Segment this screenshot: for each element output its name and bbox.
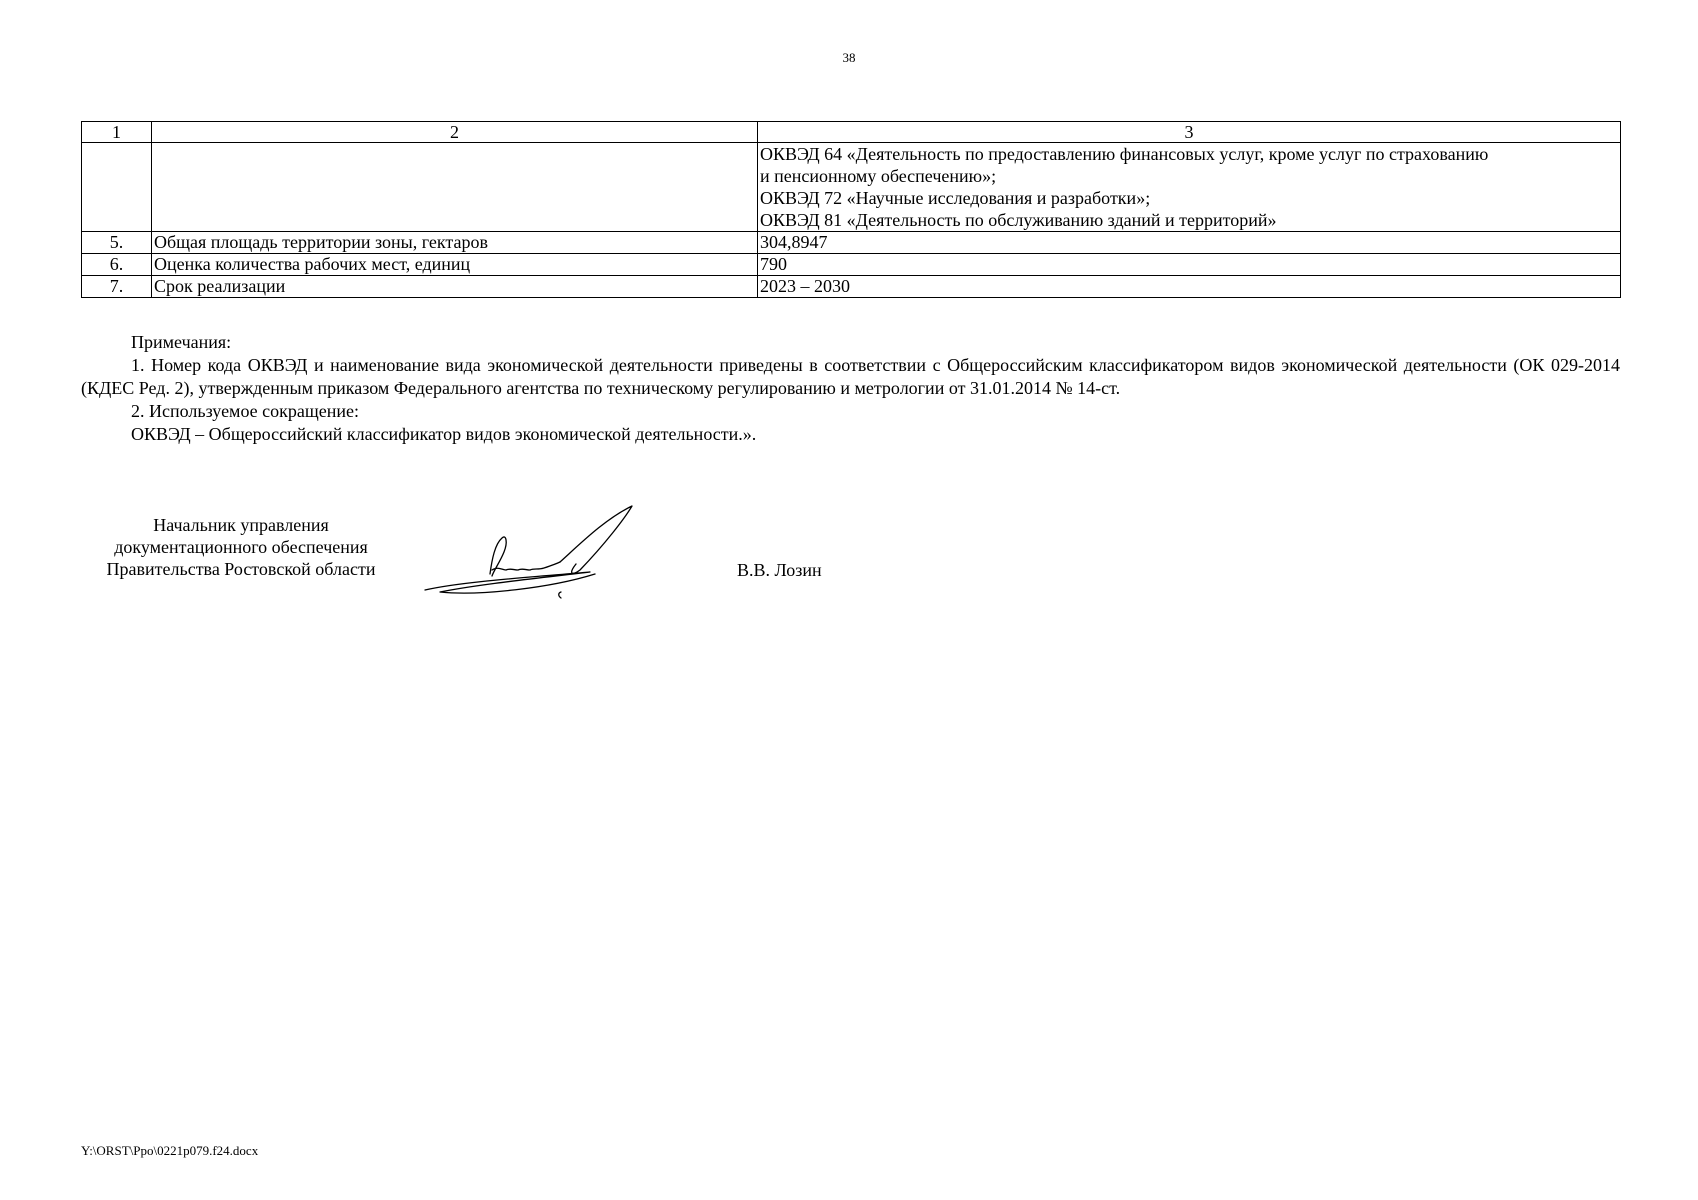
row-value-cell: 2023 – 2030 xyxy=(758,276,1621,298)
okved-line: ОКВЭД 72 «Научные исследования и разработки»; xyxy=(760,188,1151,208)
table-header-cell: 3 xyxy=(758,122,1621,143)
position-line: документационного обеспечения xyxy=(114,537,368,557)
handwritten-signature xyxy=(420,504,660,604)
row-label-cell: Срок реализации xyxy=(152,276,758,298)
row-label-cell: Общая площадь территории зоны, гектаров xyxy=(152,232,758,254)
okved-line: ОКВЭД 64 «Деятельность по предоставлению финансовых услуг, кроме услуг по страхованию xyxy=(760,144,1489,164)
row-number-cell xyxy=(82,143,152,232)
table-header-cell: 1 xyxy=(82,122,152,143)
row-number-cell: 7. xyxy=(82,276,152,298)
okved-line: и пенсионному обеспечению»; xyxy=(760,166,997,186)
signer-name: В.В. Лозин xyxy=(737,560,822,580)
note-item: 2. Используемое сокращение: xyxy=(131,401,359,421)
position-line: Начальник управления xyxy=(153,515,329,535)
signer-position xyxy=(81,514,401,580)
table-header-row xyxy=(82,122,1621,143)
notes-section xyxy=(81,331,1620,446)
note-item: 1. Номер кода ОКВЭД и наименование вида экономической деятельности приведены в соответствии с Общероссийским классификатором видов экономической деятельности (ОК 029-2014 (КДЕС Ред. 2), утвержденным приказом Федерального агентства по техническому регулированию и метрологии от 31.01.2014 № 14-ст. xyxy=(81,355,1620,398)
note-item: ОКВЭД – Общероссийский классификатор видов экономической деятельности.». xyxy=(131,424,757,444)
table-row xyxy=(82,143,1621,232)
table-row xyxy=(82,276,1621,298)
row-value-cell xyxy=(758,143,1621,232)
page-number: 38 xyxy=(842,50,856,65)
table-header-cell: 2 xyxy=(152,122,758,143)
row-number-cell: 6. xyxy=(82,254,152,276)
row-value-cell: 790 xyxy=(758,254,1621,276)
document-table xyxy=(81,121,1621,298)
table-row xyxy=(82,232,1621,254)
notes-title: Примечания: xyxy=(131,332,232,352)
row-label-cell xyxy=(152,143,758,232)
table-row xyxy=(82,254,1621,276)
file-path-footer: Y:\ORST\Ppo\0221p079.f24.docx xyxy=(81,1143,259,1158)
position-line: Правительства Ростовской области xyxy=(106,559,376,579)
row-label-cell: Оценка количества рабочих мест, единиц xyxy=(152,254,758,276)
okved-line: ОКВЭД 81 «Деятельность по обслуживанию зданий и территорий» xyxy=(760,210,1277,230)
row-value-cell: 304,8947 xyxy=(758,232,1621,254)
row-number-cell: 5. xyxy=(82,232,152,254)
